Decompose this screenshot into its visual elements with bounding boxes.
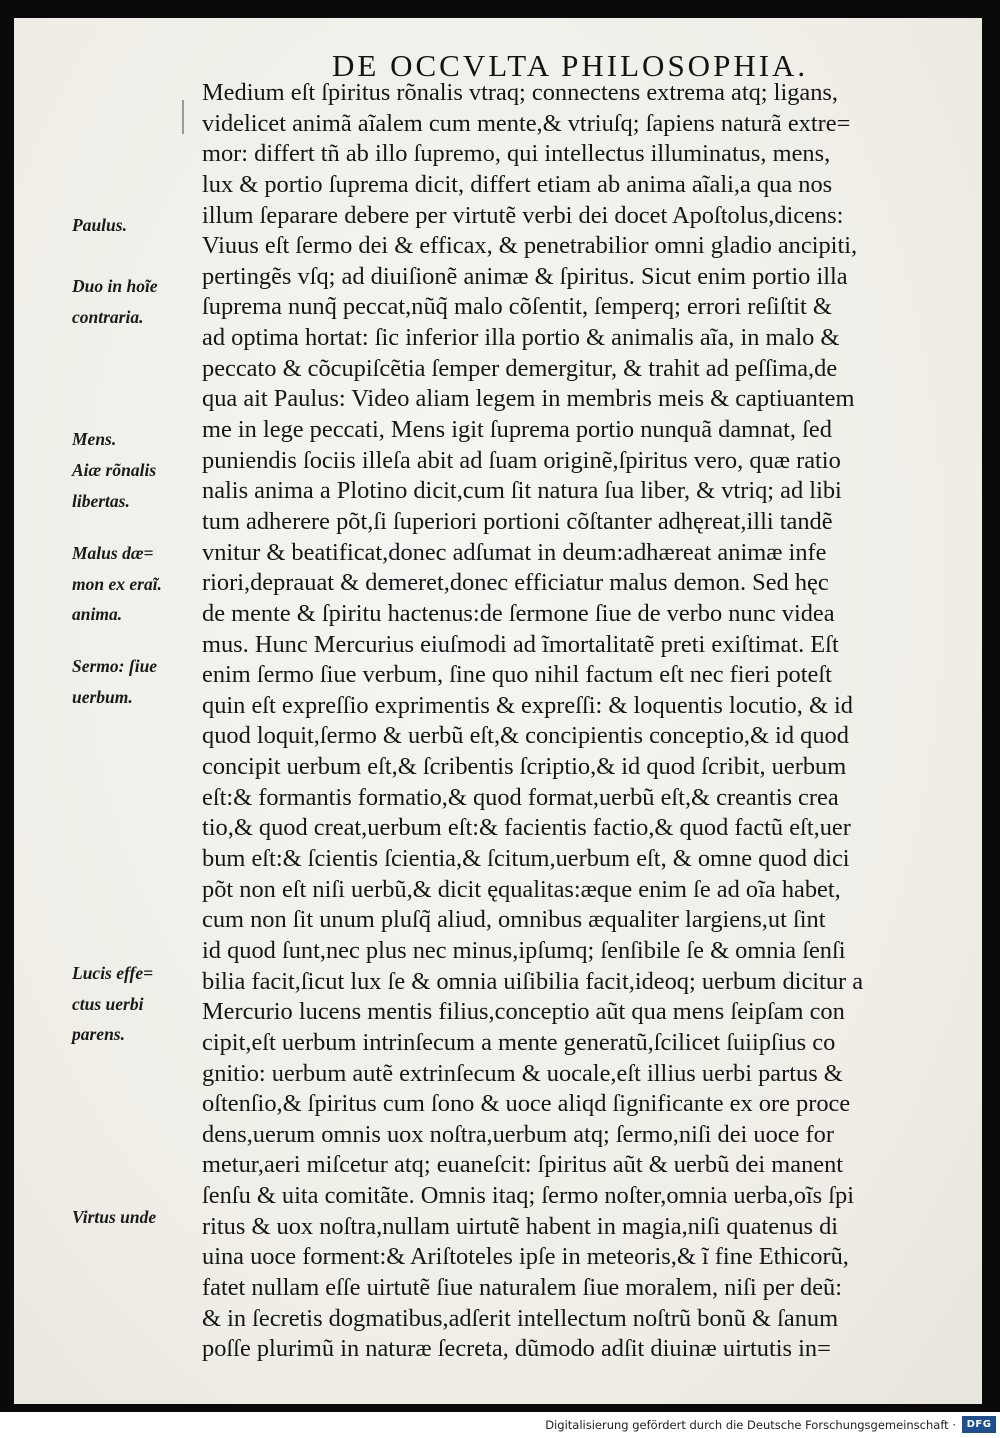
- text-line: oſtenſio,& ſpiritus cum ſono & uoce aliqd ſignificante ex ore proce: [202, 1090, 851, 1118]
- text-line: qua ait Paulus: Video aliam legem in membris meis & captiuantem: [202, 385, 855, 413]
- text-line: cipit,eſt uerbum intrinſecum a mente generatũ,ſcilicet ſuiipſius co: [202, 1028, 836, 1056]
- text-line: concipit uerbum eſt,& ſcribentis ſcriptio,& id quod ſcribit, uerbum: [202, 753, 847, 781]
- margin-note-sermo: [72, 651, 204, 712]
- footer-bar: [0, 1412, 1000, 1438]
- text-line: quin eſt expreſſio exprimentis & expreſſi: & loquentis locutio, & id: [202, 691, 853, 719]
- text-line: gnitio: uerbum autẽ extrinſecum & uocale,eſt illius uerbi partus &: [202, 1059, 843, 1087]
- margin-note-line: Duo in hoĩe: [72, 276, 158, 296]
- dfg-logo: DFG: [962, 1416, 996, 1433]
- text-line: bum eſt:& ſcientis ſcientia,& ſcitum,uerbum eſt, & omne quod dici: [202, 845, 850, 873]
- margin-note-paulus: [72, 210, 204, 241]
- text-line: Mercurio lucens mentis filius,conceptio aũt qua mens ſeipſam con: [202, 998, 845, 1026]
- margin-note-line: contraria.: [72, 306, 144, 327]
- text-line: eſt:& formantis formatio,& quod format,uerbũ eſt,& creantis crea: [202, 783, 839, 811]
- text-line: metur,aeri miſcetur atq; euaneſcit: ſpiritus aũt & uerbũ dei manent: [202, 1151, 844, 1179]
- text-line: ritus & uox noſtra,nullam uirtutẽ habent in magia,niſi quatenus di: [202, 1212, 839, 1240]
- text-line: enim ſermo ſiue verbum, ſine quo nihil factum eſt nec fieri poteſt: [202, 661, 832, 689]
- text-line: quod loquit,ſermo & uerbũ eſt,& concipientis conceptio,& id quod: [202, 722, 849, 750]
- footer-funding-notice: Digitalisierung gefördert durch die Deutsche Forschungsgemeinschaft ·: [545, 1418, 956, 1432]
- text-line: illum ſeparare debere per virtutẽ verbi dei docet Apoſtolus,dicens:: [202, 201, 844, 229]
- margin-note-duo-in-homine: [72, 271, 204, 332]
- margin-note-line: Paulus.: [72, 215, 127, 235]
- margin-note-mens: [72, 424, 204, 455]
- margin-note-virtus-unde: [72, 1202, 204, 1233]
- text-line: põt non eſt niſi uerbũ,& dicit ęqualitas:æque enim ſe ad oĩa habet,: [202, 875, 841, 903]
- text-line: ad optima hortat: ſic inferior illa portio & animalis aĩa, in malo &: [202, 324, 840, 352]
- margin-note-line: Lucis effe=: [72, 963, 154, 983]
- text-line: lux & portio ſuprema dicit, differt etiam ab anima aĩali,a qua nos: [202, 170, 833, 198]
- margin-note-line: uerbum.: [72, 686, 133, 707]
- margin-note-line: Virtus unde: [72, 1207, 157, 1227]
- margin-note-line: mon ex eraĩ.: [72, 573, 162, 594]
- text-line: cum non ſit unum pluſq̃ aliud, omnibus æqualiter largiens,ut ſint: [202, 906, 826, 934]
- margin-note-line: parens.: [72, 1024, 125, 1045]
- margin-note-line: Sermo: ſiue: [72, 656, 158, 676]
- margin-tick-mark: [182, 100, 184, 134]
- text-line: ſuprema nunq̃ peccat,nũq̃ malo cõſentit, ſemperq; errori reſiſtit &: [202, 293, 832, 321]
- text-line: me in lege peccati, Mens igit ſuprema portio nunquã damnat, ſed: [202, 416, 832, 444]
- text-line: bilia facit,ſicut lux ſe & omnia uiſibilia facit,ideoq; uerbum dicitur a: [202, 967, 864, 995]
- text-line: & in ſecretis dogmatibus,adſerit intellectum noſtrũ bonũ & ſanum: [202, 1304, 839, 1332]
- page-edge-marks: [970, 78, 984, 1318]
- margin-note-line: ctus uerbi: [72, 993, 144, 1014]
- margin-note-animae-rationalis: [72, 455, 204, 516]
- text-line: dens,uerum omnis uox noſtra,uerbum atq; ſermo,niſi dei uoce for: [202, 1120, 834, 1148]
- text-line: tio,& quod creat,uerbum eſt:& facientis factio,& quod factũ eſt,uer: [202, 814, 851, 842]
- text-line: Medium eſt ſpiritus rõnalis vtraq; connectens extrema atq; ligans,: [202, 79, 839, 106]
- body-text: [202, 78, 962, 1365]
- margin-note-line: anima.: [72, 604, 123, 625]
- text-line: pertingẽs vſq; ad diuiſionẽ animæ & ſpiritus. Sicut enim portio illa: [202, 262, 848, 290]
- text-line: videlicet animã aĩalem cum mente,& vtriuſq; ſapiens naturã extre=: [202, 109, 851, 137]
- text-line: vnitur & beatificat,donec adſumat in deum:adhæreat animæ infe: [202, 538, 827, 566]
- text-line: mus. Hunc Mercurius eiuſmodi ad ĩmortalitatẽ preti exiſtimat. Eſt: [202, 630, 839, 658]
- text-line: puniendis ſociis illeſa abit ad ſuam originẽ,ſpiritus vero, quæ ratio: [202, 446, 841, 474]
- margin-note-lucis-effectus: [72, 958, 204, 1050]
- text-line: nalis anima a Plotino dicit,cum ſit natura ſua liber, & vtriq; ad libi: [202, 477, 842, 505]
- text-line: fatet nullam eſſe uirtutẽ ſiue naturalem ſiue moralem, niſi per deũ:: [202, 1273, 843, 1301]
- text-line: poſſe plurimũ in naturæ ſecreta, dũmodo adſit diuinæ uirtutis in=: [202, 1335, 831, 1363]
- text-line: uina uoce forment:& Ariſtoteles ipſe in meteoris,& ĩ fine Ethicorũ,: [202, 1243, 849, 1271]
- text-line: mor: differt tñ ab illo ſupremo, qui intellectus illuminatus, mens,: [202, 140, 831, 168]
- text-line: peccato & cõcupiſcẽtia ſemper demergitur, & trahit ad peſſima,de: [202, 354, 838, 382]
- running-head: DE OCCVLTA PHILOSOPHIA.: [332, 48, 809, 83]
- book-page: [14, 18, 982, 1404]
- margin-note-line: Aiæ rõnalis: [72, 460, 157, 480]
- margin-note-malus-daemon: [72, 538, 204, 630]
- text-line: tum adherere põt,ſi ſuperiori portioni cõſtanter adhęreat,illi tandẽ: [202, 507, 833, 535]
- text-line: de mente & ſpiritu hactenus:de ſermone ſiue de verbo nunc videa: [202, 599, 835, 627]
- text-line: Viuus eſt ſermo dei & efficax, & penetrabilior omni gladio ancipiti,: [202, 232, 858, 260]
- margin-note-line: libertas.: [72, 490, 130, 511]
- margin-note-line: Mens.: [72, 429, 117, 449]
- text-line: id quod ſunt,nec plus nec minus,ipſumq; ſenſibile ſe & omnia ſenſi: [202, 936, 846, 964]
- text-line: ſenſu & uita comitãte. Omnis itaq; ſermo noſter,omnia uerba,oĩs ſpi: [202, 1182, 855, 1210]
- margin-note-line: Malus dæ=: [72, 543, 154, 563]
- text-line: riori,deprauat & demeret,donec efficiatur malus demon. Sed hęc: [202, 569, 829, 597]
